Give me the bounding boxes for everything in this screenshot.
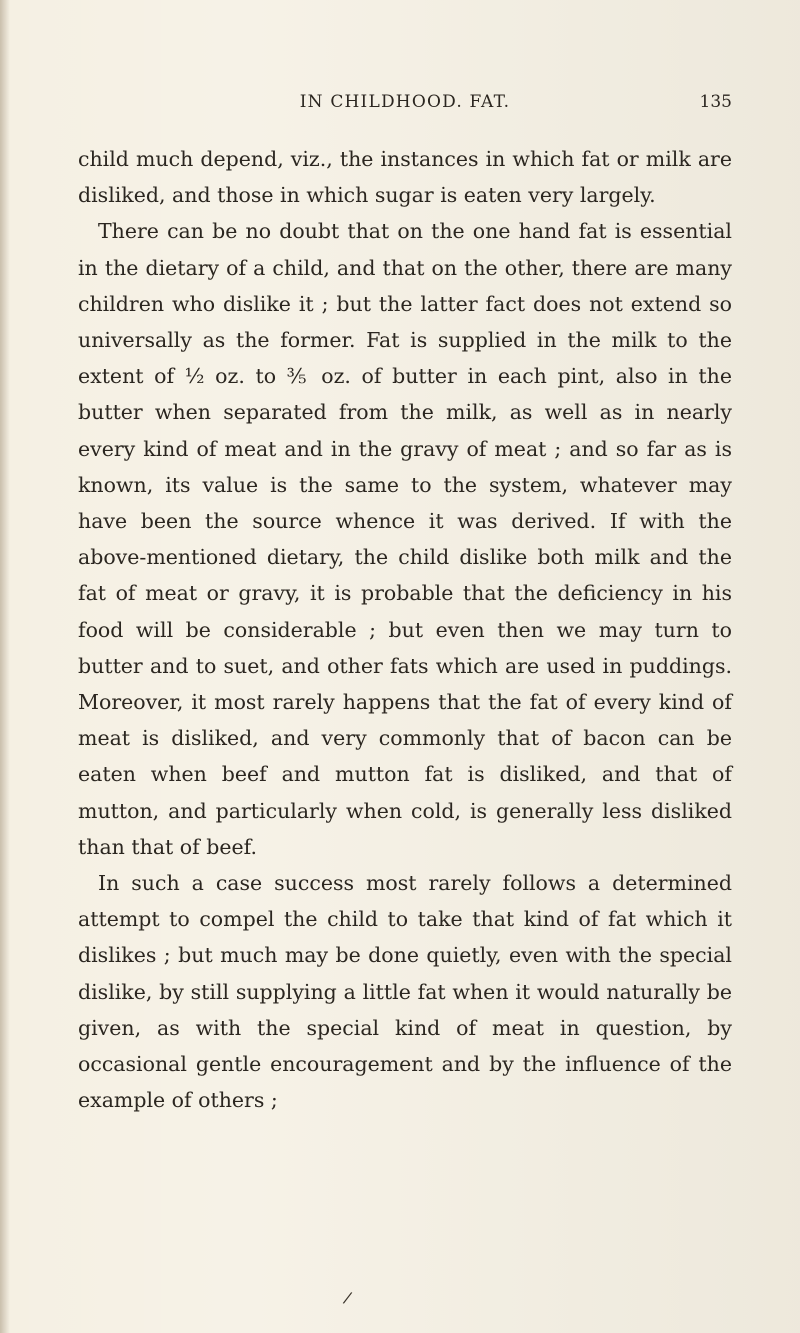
paragraph-success-rarely: In such a case success most rarely follows a determined attempt to compel the child to take that kind of fat which it dislikes ; but much may be done quietly, even with the special dislike, by still supplying a little fat when it would naturally be given, as with the special kind of meat in question, by occasional gentle encouragement and by the influence of the example of others ;: [78, 871, 732, 1113]
paragraph-continuation: child much depend, viz., the instances in which fat or milk are disliked, and those in which sugar is eaten very largely.: [78, 147, 732, 208]
paragraph-fat-essential: There can be no doubt that on the one hand fat is essential in the dietary of a child, and that on the other, there are many children who dislike it ; but the latter fact does not extend so universally as the former. Fat is supplied in the milk to the extent of ½ oz. to ⅗ oz. of butter in each pint, also in the butter when separated from the milk, as well as in nearly every kind of meat and in the gravy of meat ; and so far as is known, its value is the same to the system, whatever may have been the source whence it was derived. If with the above-mentioned dietary, the child dislike both milk and the fat of meat or gravy, it is probable that the deficiency in his food will be considerable ; but even then we may turn to butter and to suet, and other fats which are used in puddings. Moreover, it most rarely happens that the fat of every kind of meat is disliked, and very commonly that of bacon can be eaten when beef and mutton fat is disliked, and that of mutton, and particularly when cold, is generally less disliked than that of beef.: [78, 219, 732, 859]
page-gutter-shadow: [0, 0, 10, 1333]
stray-ink-mark: /: [341, 1287, 354, 1308]
running-title: IN CHILDHOOD. FAT.: [299, 92, 511, 112]
page-number: 135: [699, 92, 732, 112]
page-header: [78, 88, 732, 118]
body-text: [78, 141, 732, 1118]
